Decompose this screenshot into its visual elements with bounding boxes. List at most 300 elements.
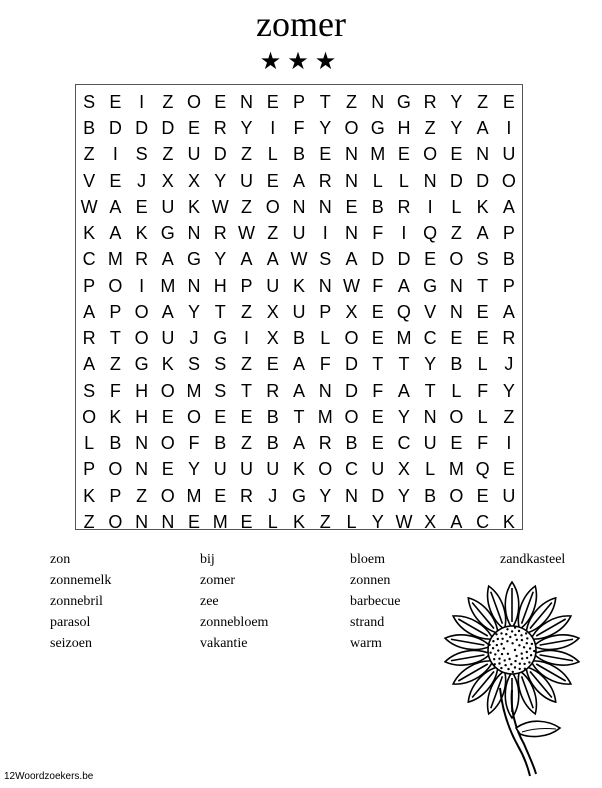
grid-letter: A: [397, 380, 410, 401]
grid-letter: L: [451, 380, 462, 401]
grid-letter: R: [213, 118, 227, 139]
grid-letter: B: [371, 196, 384, 217]
grid-letter: F: [477, 433, 489, 454]
word-list-item: strand: [350, 615, 385, 630]
grid-letter: A: [397, 275, 410, 296]
grid-letter: E: [397, 144, 410, 165]
grid-letter: B: [83, 118, 96, 139]
grid-letter: P: [502, 275, 515, 296]
grid-letter: N: [292, 196, 306, 217]
grid-letter: S: [83, 380, 96, 401]
grid-letter: M: [448, 459, 464, 480]
grid-letter: A: [292, 380, 305, 401]
word-column-3: [350, 549, 401, 654]
grid-letter: O: [108, 275, 123, 296]
difficulty-stars: ★★★: [259, 49, 343, 75]
word-column-4: [500, 549, 565, 570]
word-list-item: zandkasteel: [500, 552, 566, 567]
grid-letter: S: [214, 354, 227, 375]
grid-letter: T: [109, 328, 121, 349]
word-list-item: seizoen: [50, 636, 92, 651]
grid-letter: R: [213, 223, 227, 244]
grid-letter: E: [161, 459, 174, 480]
grid-letter: I: [244, 328, 250, 349]
grid-letter: L: [398, 170, 409, 191]
grid-letter: N: [423, 170, 437, 191]
grid-letter: I: [427, 196, 433, 217]
grid-letter: D: [213, 144, 227, 165]
grid-letter: A: [109, 223, 122, 244]
grid-letter: D: [449, 170, 463, 191]
grid-letter: X: [397, 459, 410, 480]
grid-letter: O: [160, 485, 175, 506]
grid-letter: N: [449, 275, 463, 296]
grid-letter: U: [292, 301, 306, 322]
grid-letter: D: [371, 249, 385, 270]
grid-letter: M: [186, 485, 202, 506]
grid-letter: R: [82, 328, 96, 349]
grid-letter: J: [189, 328, 199, 349]
grid-letter: E: [188, 118, 201, 139]
grid-letter: O: [318, 459, 333, 480]
grid-letter: Z: [241, 354, 253, 375]
grid-letter: D: [476, 170, 490, 191]
grid-letter: E: [214, 406, 227, 427]
grid-letter: R: [318, 433, 332, 454]
grid-letter: B: [292, 328, 305, 349]
grid-letter: N: [423, 406, 437, 427]
grid-letter: P: [83, 459, 96, 480]
grid-letter: Z: [241, 196, 253, 217]
grid-letter: C: [82, 249, 96, 270]
grid-letter: E: [476, 328, 489, 349]
grid-letter: I: [139, 275, 145, 296]
grid-letter: Q: [396, 301, 411, 322]
grid-letter: H: [135, 380, 149, 401]
grid-letter: K: [109, 406, 122, 427]
grid-letter: Y: [214, 170, 227, 191]
grid-letter: N: [449, 301, 463, 322]
grid-letter: I: [139, 92, 145, 112]
word-list-item: zon: [50, 552, 71, 567]
grid-letter: L: [267, 511, 278, 532]
grid-letter: P: [502, 223, 515, 244]
grid-letter: A: [266, 249, 279, 270]
grid-letter: X: [188, 170, 201, 191]
grid-letter: Z: [345, 92, 357, 112]
grid-letter: X: [266, 301, 279, 322]
grid-letter: Z: [450, 223, 462, 244]
grid-letter: O: [501, 170, 516, 191]
grid-letter: O: [134, 301, 149, 322]
grid-letter: N: [187, 223, 201, 244]
grid-letter: R: [135, 249, 149, 270]
grid-letter: A: [450, 511, 463, 532]
grid-letter: O: [344, 118, 359, 139]
grid-letter: Z: [162, 92, 174, 112]
grid-row: [76, 325, 522, 351]
grid-letter: A: [502, 301, 515, 322]
grid-letter: N: [318, 275, 332, 296]
grid-letter: U: [292, 223, 306, 244]
grid-letter: B: [345, 433, 358, 454]
grid-letter: A: [240, 249, 253, 270]
grid-row: [76, 404, 522, 430]
grid-letter: G: [396, 92, 411, 112]
grid-letter: A: [292, 433, 305, 454]
word-list-item: bloem: [350, 552, 385, 567]
grid-letter: Y: [319, 485, 332, 506]
grid-letter: Z: [83, 511, 95, 532]
grid-letter: H: [213, 275, 227, 296]
grid-letter: Z: [109, 354, 121, 375]
grid-letter: D: [397, 249, 411, 270]
grid-letter: M: [186, 380, 202, 401]
grid-letter: A: [292, 354, 305, 375]
grid-letter: B: [450, 354, 463, 375]
grid-letter: E: [319, 144, 332, 165]
grid-letter: B: [502, 249, 515, 270]
grid-row: [76, 378, 522, 404]
grid-letter: B: [266, 406, 279, 427]
word-list-item: parasol: [50, 615, 91, 630]
grid-letter: W: [342, 275, 360, 296]
grid-letter: K: [83, 485, 96, 506]
grid-letter: A: [161, 301, 174, 322]
grid-letter: K: [161, 354, 174, 375]
grid-letter: G: [291, 485, 306, 506]
grid-letter: Y: [188, 459, 201, 480]
grid-letter: M: [370, 144, 386, 165]
grid-row: [76, 115, 522, 141]
grid-letter: E: [371, 301, 384, 322]
grid-letter: Q: [475, 459, 490, 480]
grid-letter: L: [320, 328, 331, 349]
grid-letter: C: [476, 511, 490, 532]
grid-letter: T: [398, 354, 410, 375]
grid-letter: R: [397, 196, 411, 217]
grid-letter: L: [477, 354, 488, 375]
grid-letter: E: [214, 92, 227, 112]
grid-letter: O: [108, 511, 123, 532]
word-list-item: zonnebril: [50, 594, 103, 609]
grid-letter: K: [476, 196, 489, 217]
grid-row: [76, 273, 522, 299]
grid-letter: F: [477, 380, 489, 401]
grid-letter: Y: [371, 511, 384, 532]
grid-letter: E: [371, 433, 384, 454]
grid-row: [76, 220, 522, 246]
grid-letter: F: [372, 380, 384, 401]
grid-letter: N: [476, 144, 490, 165]
grid-letter: A: [83, 354, 96, 375]
grid-letter: E: [188, 511, 201, 532]
grid-letter: M: [317, 406, 333, 427]
grid-letter: E: [266, 170, 279, 191]
grid-letter: K: [135, 223, 148, 244]
word-list-item: bij: [200, 552, 215, 567]
grid-letter: G: [423, 275, 438, 296]
grid-row: [76, 89, 522, 115]
grid-letter: D: [344, 380, 358, 401]
grid-letter: W: [80, 196, 98, 217]
grid-letter: N: [318, 380, 332, 401]
grid-letter: O: [160, 433, 175, 454]
grid-letter: U: [266, 275, 280, 296]
grid-letter: Y: [214, 249, 227, 270]
grid-letter: E: [476, 485, 489, 506]
grid-letter: S: [319, 249, 332, 270]
grid-letter: P: [109, 301, 122, 322]
grid-letter: B: [292, 144, 305, 165]
grid-letter: U: [371, 459, 385, 480]
grid-letter: E: [450, 328, 463, 349]
grid-letter: E: [240, 406, 253, 427]
grid-letter: U: [502, 485, 516, 506]
word-list-item: vakantie: [200, 636, 248, 651]
grid-letter: U: [187, 144, 201, 165]
grid-letter: T: [214, 301, 226, 322]
grid-letter: R: [318, 170, 332, 191]
grid-letter: N: [240, 92, 254, 112]
grid-letter: Y: [397, 485, 410, 506]
grid-letter: A: [476, 223, 489, 244]
word-list-item: zonnebloem: [200, 615, 269, 630]
grid-letter: Z: [267, 223, 279, 244]
grid-letter: B: [266, 433, 279, 454]
grid-letter: E: [240, 511, 253, 532]
grid-letter: N: [318, 196, 332, 217]
grid-letter: N: [371, 92, 385, 112]
grid-letter: E: [109, 92, 122, 112]
grid-letter: V: [83, 170, 96, 191]
grid-letter: X: [424, 511, 437, 532]
word-list-item: warm: [350, 636, 382, 651]
grid-letter: O: [134, 328, 149, 349]
grid-letter: E: [450, 144, 463, 165]
grid-letter: F: [372, 275, 384, 296]
grid-letter: K: [292, 511, 305, 532]
grid-letter: Y: [424, 354, 437, 375]
grid-letter: N: [344, 170, 358, 191]
grid-letter: W: [211, 196, 229, 217]
grid-letter: P: [109, 485, 122, 506]
grid-letter: A: [502, 196, 515, 217]
grid-letter: B: [109, 433, 122, 454]
grid-letter: O: [160, 380, 175, 401]
grid-letter: O: [344, 406, 359, 427]
grid-letter: U: [266, 459, 280, 480]
grid-letter: P: [83, 275, 96, 296]
grid-letter: T: [319, 92, 331, 112]
grid-letter: A: [476, 118, 489, 139]
grid-letter: N: [135, 459, 149, 480]
grid-letter: Z: [319, 511, 331, 532]
grid-letter: O: [449, 485, 464, 506]
grid-letter: N: [161, 511, 175, 532]
grid-letter: U: [240, 459, 254, 480]
grid-letter: Z: [241, 301, 253, 322]
grid-letter: O: [344, 328, 359, 349]
grid-letter: N: [344, 485, 358, 506]
grid-letter: T: [424, 380, 436, 401]
grid-letter: E: [266, 354, 279, 375]
grid-letter: J: [268, 485, 278, 506]
grid-row: [76, 141, 522, 167]
grid-letter: X: [161, 170, 174, 191]
grid-letter: D: [135, 118, 149, 139]
word-column-1: [50, 549, 111, 654]
grid-letter: R: [502, 328, 516, 349]
grid-letter: Y: [502, 380, 515, 401]
grid-letter: L: [425, 459, 436, 480]
word-column-2: [200, 549, 268, 654]
grid-letter: X: [345, 301, 358, 322]
grid-letter: T: [477, 275, 489, 296]
grid-letter: A: [345, 249, 358, 270]
grid-letter: F: [372, 223, 384, 244]
grid-letter: S: [188, 354, 201, 375]
grid-letter: B: [424, 485, 437, 506]
grid-letter: W: [395, 511, 413, 532]
grid-letter: M: [160, 275, 176, 296]
grid-letter: B: [214, 433, 227, 454]
grid-row: [76, 430, 522, 456]
grid-letter: I: [112, 144, 118, 165]
grid-letter: W: [290, 249, 308, 270]
grid-letter: U: [423, 433, 437, 454]
grid-letter: H: [135, 406, 149, 427]
grid-letter: E: [161, 406, 174, 427]
grid-letter: A: [292, 170, 305, 191]
grid-letter: G: [187, 249, 202, 270]
grid-letter: I: [401, 223, 407, 244]
grid-letter: E: [371, 406, 384, 427]
grid-letter: E: [214, 485, 227, 506]
grid-letter: F: [319, 354, 331, 375]
grid-letter: I: [506, 433, 512, 454]
grid-letter: N: [344, 144, 358, 165]
grid-letter: Y: [450, 92, 463, 112]
grid-row: [76, 351, 522, 377]
sunflower-illustration: [430, 578, 590, 778]
grid-letter: O: [449, 249, 464, 270]
grid-letter: N: [135, 511, 149, 532]
grid-row: [76, 194, 522, 220]
grid-letter: C: [344, 459, 358, 480]
grid-letter: E: [371, 328, 384, 349]
grid-letter: G: [160, 223, 175, 244]
grid-letter: E: [450, 433, 463, 454]
grid-letter: C: [423, 328, 437, 349]
grid-letter: J: [504, 354, 514, 375]
grid-letter: Z: [136, 485, 148, 506]
grid-letter: T: [372, 354, 384, 375]
grid-letter: E: [345, 196, 358, 217]
grid-letter: I: [322, 223, 328, 244]
grid-letter: S: [83, 92, 96, 112]
grid-letter: T: [293, 406, 305, 427]
grid-letter: I: [270, 118, 276, 139]
word-search-grid: [75, 84, 523, 530]
grid-letter: O: [108, 459, 123, 480]
grid-letter: G: [134, 354, 149, 375]
grid-letter: Q: [423, 223, 438, 244]
grid-letter: Y: [188, 301, 201, 322]
grid-letter: X: [266, 328, 279, 349]
grid-letter: A: [161, 249, 174, 270]
page-title: zomer: [256, 4, 346, 44]
grid-letter: N: [187, 275, 201, 296]
grid-letter: Y: [450, 118, 463, 139]
grid-letter: E: [135, 196, 148, 217]
grid-letter: Z: [424, 118, 436, 139]
grid-letter: G: [370, 118, 385, 139]
grid-letter: Z: [241, 144, 253, 165]
grid-letter: V: [424, 301, 437, 322]
grid-letter: P: [292, 92, 305, 112]
grid-letter: E: [424, 249, 437, 270]
grid-letter: L: [372, 170, 383, 191]
grid-letter: L: [477, 406, 488, 427]
grid-letter: P: [240, 275, 253, 296]
word-list-item: barbecue: [350, 594, 401, 609]
grid-letter: O: [449, 406, 464, 427]
grid-letter: Y: [319, 118, 332, 139]
grid-letter: S: [135, 144, 148, 165]
grid-letter: A: [83, 301, 96, 322]
grid-letter: L: [451, 196, 462, 217]
grid-letter: J: [137, 170, 147, 191]
grid-letter: K: [502, 511, 515, 532]
grid-letter: O: [423, 144, 438, 165]
grid-letter: C: [397, 433, 411, 454]
grid-letter: M: [212, 511, 228, 532]
grid-letter: Z: [477, 92, 489, 112]
grid-letter: H: [397, 118, 411, 139]
grid-letter: Z: [503, 406, 515, 427]
grid-letter: U: [240, 170, 254, 191]
grid-letter: D: [108, 118, 122, 139]
grid-letter: U: [213, 459, 227, 480]
grid-letter: N: [135, 433, 149, 454]
grid-letter: A: [109, 196, 122, 217]
grid-letter: O: [82, 406, 97, 427]
grid-row: [76, 456, 522, 482]
grid-letter: E: [109, 170, 122, 191]
site-credit: 12Woordzoekers.be: [4, 771, 94, 782]
grid-letter: E: [502, 459, 515, 480]
grid-letter: K: [292, 459, 305, 480]
grid-letter: M: [107, 249, 123, 270]
grid-letter: E: [476, 301, 489, 322]
grid-letter: U: [502, 144, 516, 165]
grid-row: [76, 483, 522, 509]
grid-letter: S: [214, 380, 227, 401]
grid-letter: L: [267, 144, 278, 165]
word-list-item: zonnemelk: [50, 573, 112, 588]
grid-letter: R: [266, 380, 280, 401]
grid-letter: Y: [240, 118, 253, 139]
grid-letter: U: [161, 328, 175, 349]
word-list-item: zomer: [200, 573, 235, 588]
grid-letter: R: [423, 92, 437, 112]
grid-row: [76, 246, 522, 272]
grid-letter: D: [161, 118, 175, 139]
grid-letter: F: [109, 380, 121, 401]
word-list-item: zee: [200, 594, 219, 609]
grid-letter: D: [371, 485, 385, 506]
